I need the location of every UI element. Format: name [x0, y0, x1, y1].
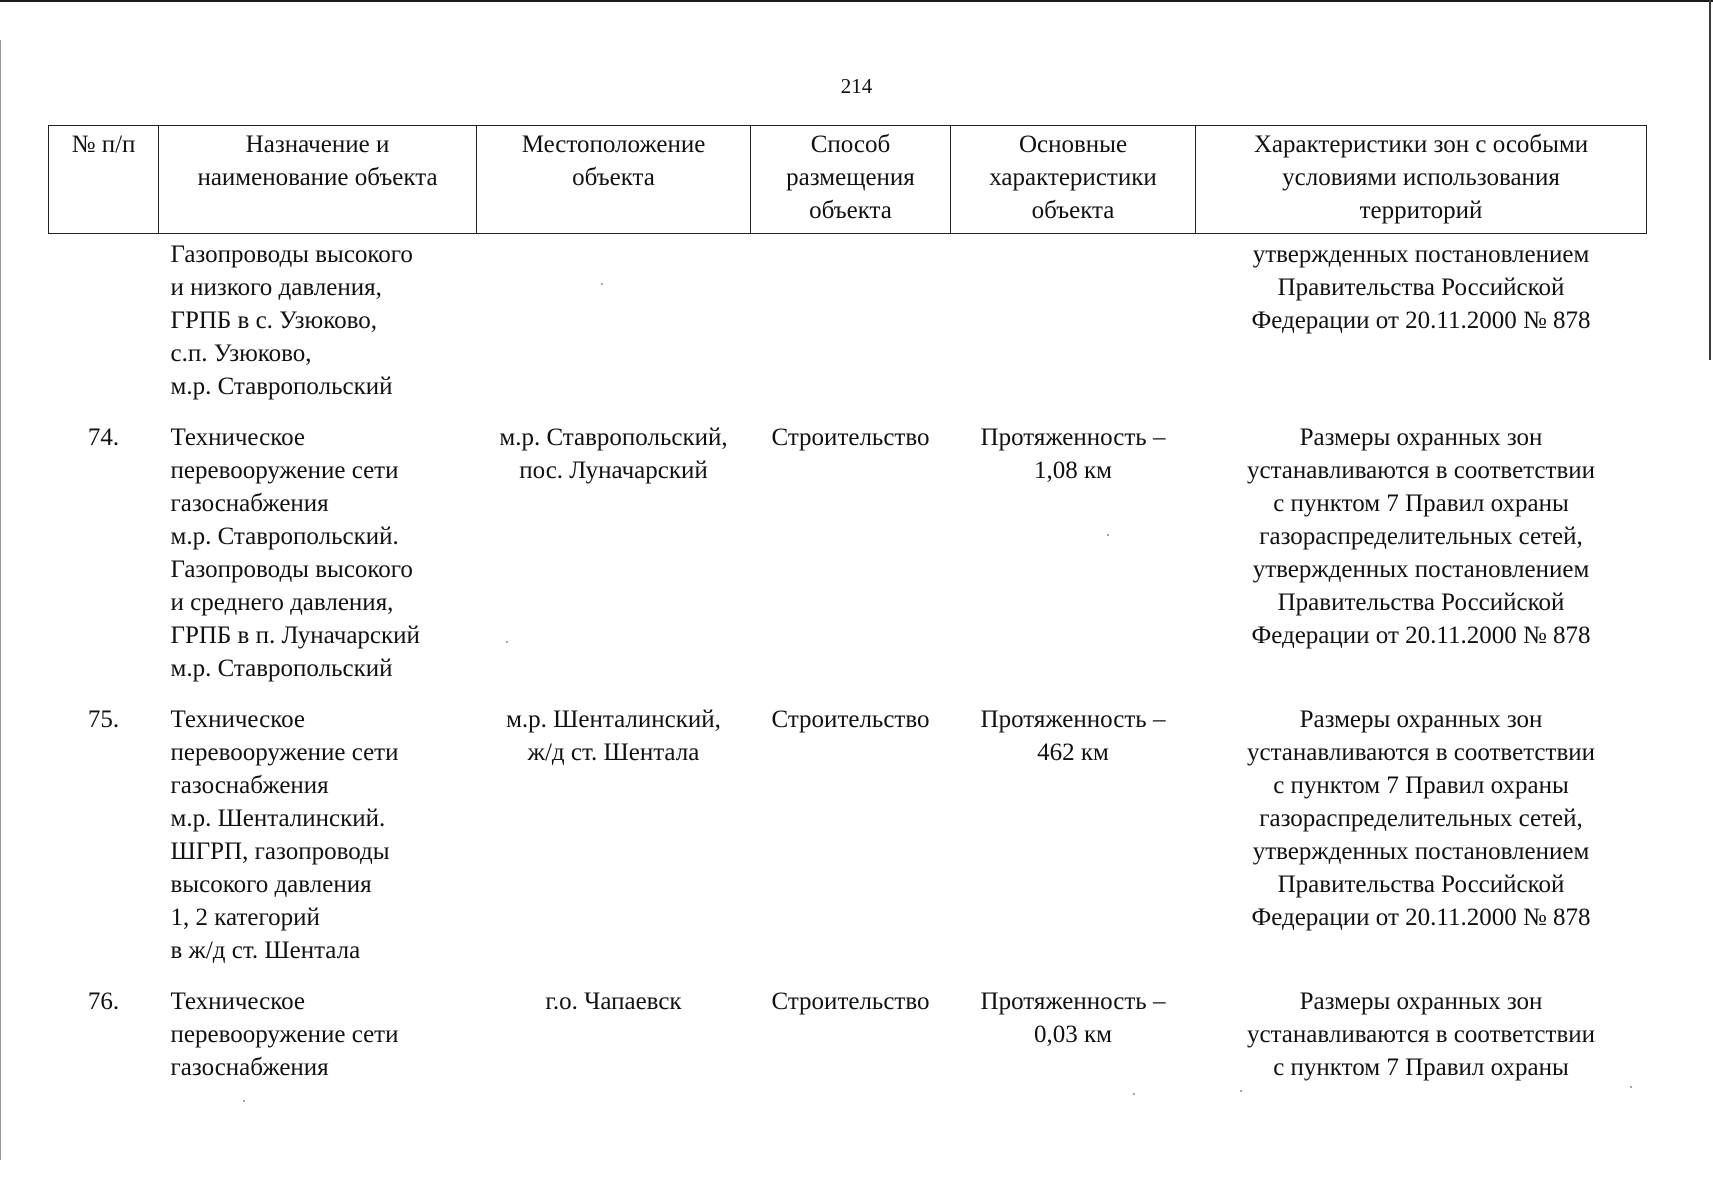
- cell-location: [477, 234, 751, 406]
- cell-num: 74.: [87, 424, 120, 451]
- characteristics-line: Протяженность –: [980, 424, 1166, 451]
- zones-line: Федерации от 20.11.2000 № 878: [1251, 307, 1591, 334]
- name-line: перевооружение сети: [170, 1021, 399, 1048]
- name-line: Газопроводы высокого: [170, 241, 413, 268]
- cell-location: [477, 969, 751, 1086]
- cell-name: [159, 687, 477, 969]
- scan-speck: [1240, 1090, 1242, 1092]
- characteristics-line: Протяженность –: [980, 988, 1166, 1015]
- header-num-text: № п/п: [71, 131, 136, 158]
- scan-speck: [243, 1100, 245, 1102]
- zones-line: газораспределительных сетей,: [1259, 805, 1583, 832]
- header-characteristics-line: Основные: [1018, 131, 1128, 158]
- zones-line: Правительства Российской: [1277, 589, 1565, 616]
- zones-line: утвержденных постановлением: [1252, 556, 1590, 583]
- header-row: [49, 126, 1647, 234]
- name-line: Техническое: [170, 424, 306, 451]
- name-line: перевооружение сети: [170, 457, 399, 484]
- header-location: [477, 126, 751, 234]
- cell-method: Строительство: [771, 706, 930, 733]
- cell-zones: [1196, 969, 1647, 1086]
- cell-name: [159, 969, 477, 1086]
- header-method-line: размещения: [786, 164, 915, 191]
- table-row: [49, 405, 1647, 687]
- table-row: [49, 687, 1647, 969]
- header-name-line: Назначение и: [245, 131, 390, 158]
- name-line: м.р. Ставропольский: [170, 655, 393, 682]
- name-line: и низкого давления,: [170, 274, 382, 301]
- name-line: газоснабжения: [170, 490, 329, 517]
- cell-location: [477, 687, 751, 969]
- header-characteristics-line: характеристики: [989, 164, 1157, 191]
- name-line: высокого давления: [170, 871, 372, 898]
- zones-line: с пунктом 7 Правил охраны: [1273, 772, 1569, 799]
- header-method-line: объекта: [809, 197, 892, 224]
- header-characteristics: [951, 126, 1196, 234]
- name-line: м.р. Шенталинский.: [170, 805, 386, 832]
- zones-line: Размеры охранных зон: [1299, 988, 1543, 1015]
- cell-num: 75.: [87, 706, 120, 733]
- scan-border-top: [0, 0, 1713, 2]
- zones-line: с пунктом 7 Правил охраны: [1273, 1054, 1569, 1081]
- cell-characteristics: [951, 969, 1196, 1086]
- header-name-line: наименование объекта: [197, 164, 438, 191]
- table-header: [49, 126, 1647, 234]
- zones-line: устанавливаются в соответствии: [1246, 457, 1596, 484]
- objects-table: [48, 125, 1647, 1086]
- name-line: Техническое: [170, 988, 306, 1015]
- scan-border-right: [1709, 0, 1711, 360]
- characteristics-line: Протяженность –: [980, 706, 1166, 733]
- header-method-line: Способ: [810, 131, 891, 158]
- scan-border-left: [0, 40, 1, 1160]
- table-row-continuation: [49, 234, 1647, 406]
- header-location-line: объекта: [572, 164, 655, 191]
- zones-line: Правительства Российской: [1277, 274, 1565, 301]
- cell-zones: [1196, 234, 1647, 406]
- zones-line: Размеры охранных зон: [1299, 706, 1543, 733]
- name-line: ГРПБ в с. Узюково,: [170, 307, 377, 334]
- header-name: [159, 126, 477, 234]
- name-line: в ж/д ст. Шентала: [170, 937, 361, 964]
- cell-method: [751, 234, 951, 406]
- scan-speck: [1107, 534, 1109, 536]
- characteristics-line: 462 км: [1037, 739, 1109, 766]
- header-method: [751, 126, 951, 234]
- header-zones: [1196, 126, 1647, 234]
- scan-speck: [506, 641, 508, 643]
- name-line: Газопроводы высокого: [170, 556, 413, 583]
- header-location-line: Местоположение: [521, 131, 706, 158]
- zones-line: Федерации от 20.11.2000 № 878: [1251, 904, 1591, 931]
- scan-speck: [601, 283, 603, 285]
- location-line: г.о. Чапаевск: [545, 988, 682, 1015]
- table-row: [49, 969, 1647, 1086]
- header-zones-line: Характеристики зон с особыми: [1253, 131, 1589, 158]
- header-num: [49, 126, 159, 234]
- cell-characteristics: [951, 234, 1196, 406]
- name-line: с.п. Узюково,: [170, 340, 312, 367]
- zones-line: Размеры охранных зон: [1299, 424, 1543, 451]
- name-line: газоснабжения: [170, 772, 329, 799]
- zones-line: с пунктом 7 Правил охраны: [1273, 490, 1569, 517]
- zones-line: газораспределительных сетей,: [1259, 523, 1583, 550]
- cell-name: [159, 405, 477, 687]
- characteristics-line: 1,08 км: [1034, 457, 1112, 484]
- header-characteristics-line: объекта: [1031, 197, 1115, 224]
- name-line: Техническое: [170, 706, 306, 733]
- zones-line: устанавливаются в соответствии: [1246, 739, 1596, 766]
- name-line: ШГРП, газопроводы: [170, 838, 390, 865]
- name-line: и среднего давления,: [170, 589, 394, 616]
- cell-zones: [1196, 405, 1647, 687]
- zones-line: утвержденных постановлением: [1252, 838, 1590, 865]
- location-line: пос. Луначарский: [519, 457, 708, 484]
- zones-line: утвержденных постановлением: [1252, 241, 1590, 268]
- cell-characteristics: [951, 687, 1196, 969]
- cell-method: Строительство: [771, 988, 930, 1015]
- location-line: м.р. Шенталинский,: [506, 706, 721, 733]
- name-line: ГРПБ в п. Луначарский: [170, 622, 420, 649]
- characteristics-line: 0,03 км: [1034, 1021, 1112, 1048]
- cell-num: 76.: [87, 988, 120, 1015]
- cell-characteristics: [951, 405, 1196, 687]
- cell-location: [477, 405, 751, 687]
- cell-method: Строительство: [771, 424, 930, 451]
- scan-speck: [1630, 1086, 1632, 1088]
- scan-speck: [1133, 1093, 1135, 1095]
- zones-line: Федерации от 20.11.2000 № 878: [1251, 622, 1591, 649]
- zones-line: Правительства Российской: [1277, 871, 1565, 898]
- zones-line: устанавливаются в соответствии: [1246, 1021, 1596, 1048]
- table-body: [49, 234, 1647, 1087]
- location-line: ж/д ст. Шентала: [527, 739, 700, 766]
- page-number: 214: [840, 74, 873, 98]
- cell-num: [49, 234, 159, 406]
- header-zones-line: территорий: [1359, 197, 1483, 224]
- location-line: м.р. Ставропольский,: [499, 424, 728, 451]
- header-zones-line: условиями использования: [1282, 164, 1560, 191]
- name-line: газоснабжения: [170, 1054, 329, 1081]
- cell-name: [159, 234, 477, 406]
- name-line: м.р. Ставропольский.: [170, 523, 399, 550]
- name-line: 1, 2 категорий: [170, 904, 320, 931]
- name-line: м.р. Ставропольский: [170, 373, 393, 400]
- cell-zones: [1196, 687, 1647, 969]
- name-line: перевооружение сети: [170, 739, 399, 766]
